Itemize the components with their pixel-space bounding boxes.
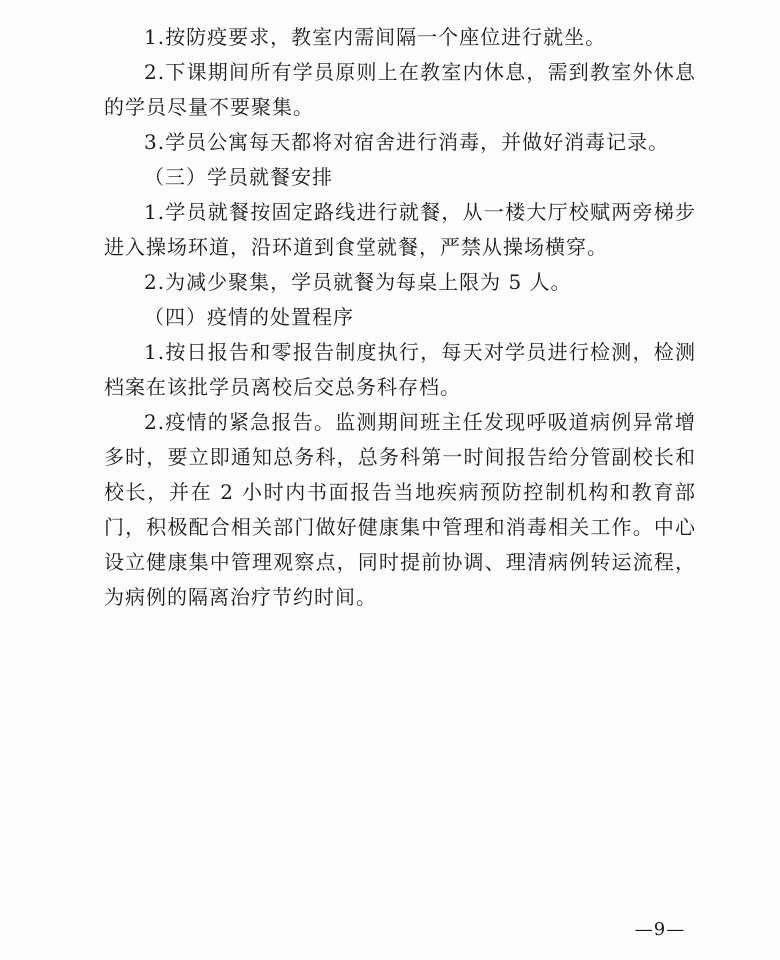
paragraph-daily-report: 1.按日报告和零报告制度执行，每天对学员进行检测，检测档案在该批学员离校后交总务科存档。 [104,340,696,399]
paragraph-emergency-report: 2.疫情的紧急报告。监测期间班主任发现呼吸道病例异常增多时，要立即通知总务科，总务科第一时间报告给分管副校长和校长，并在 2 小时内书面报告当地疾病预防控制机构和教育部门，积极配合相关部门做好健康集中管理和消毒相关工作。中心设立健康集中管理观察点，同时提前协调、理清病例转运流程，为病例的隔离治疗节约时间。 [104,410,696,609]
paragraph-dorm-disinfection: 3.学员公寓每天都将对宿舍进行消毒，并做好消毒记录。 [144,130,670,154]
page-number: —9— [634,919,686,940]
section-heading-handling: （四）疫情的处置程序 [144,305,354,329]
paragraph-table-limit: 2.为减少聚集，学员就餐为每桌上限为 5 人。 [144,270,572,294]
document-body [104,20,696,615]
paragraph-dining-route: 1.学员就餐按固定路线进行就餐，从一楼大厅校赋两旁梯步进入操场环道，沿环道到食堂就餐，严禁从操场横穿。 [104,200,696,259]
paragraph-seat-spacing: 1.按防疫要求，教室内需间隔一个座位进行就坐。 [144,25,607,49]
paragraph-break-rest: 2.下课期间所有学员原则上在教室内休息，需到教室外休息的学员尽量不要聚集。 [104,60,696,119]
section-heading-dining: （三）学员就餐安排 [144,165,333,189]
